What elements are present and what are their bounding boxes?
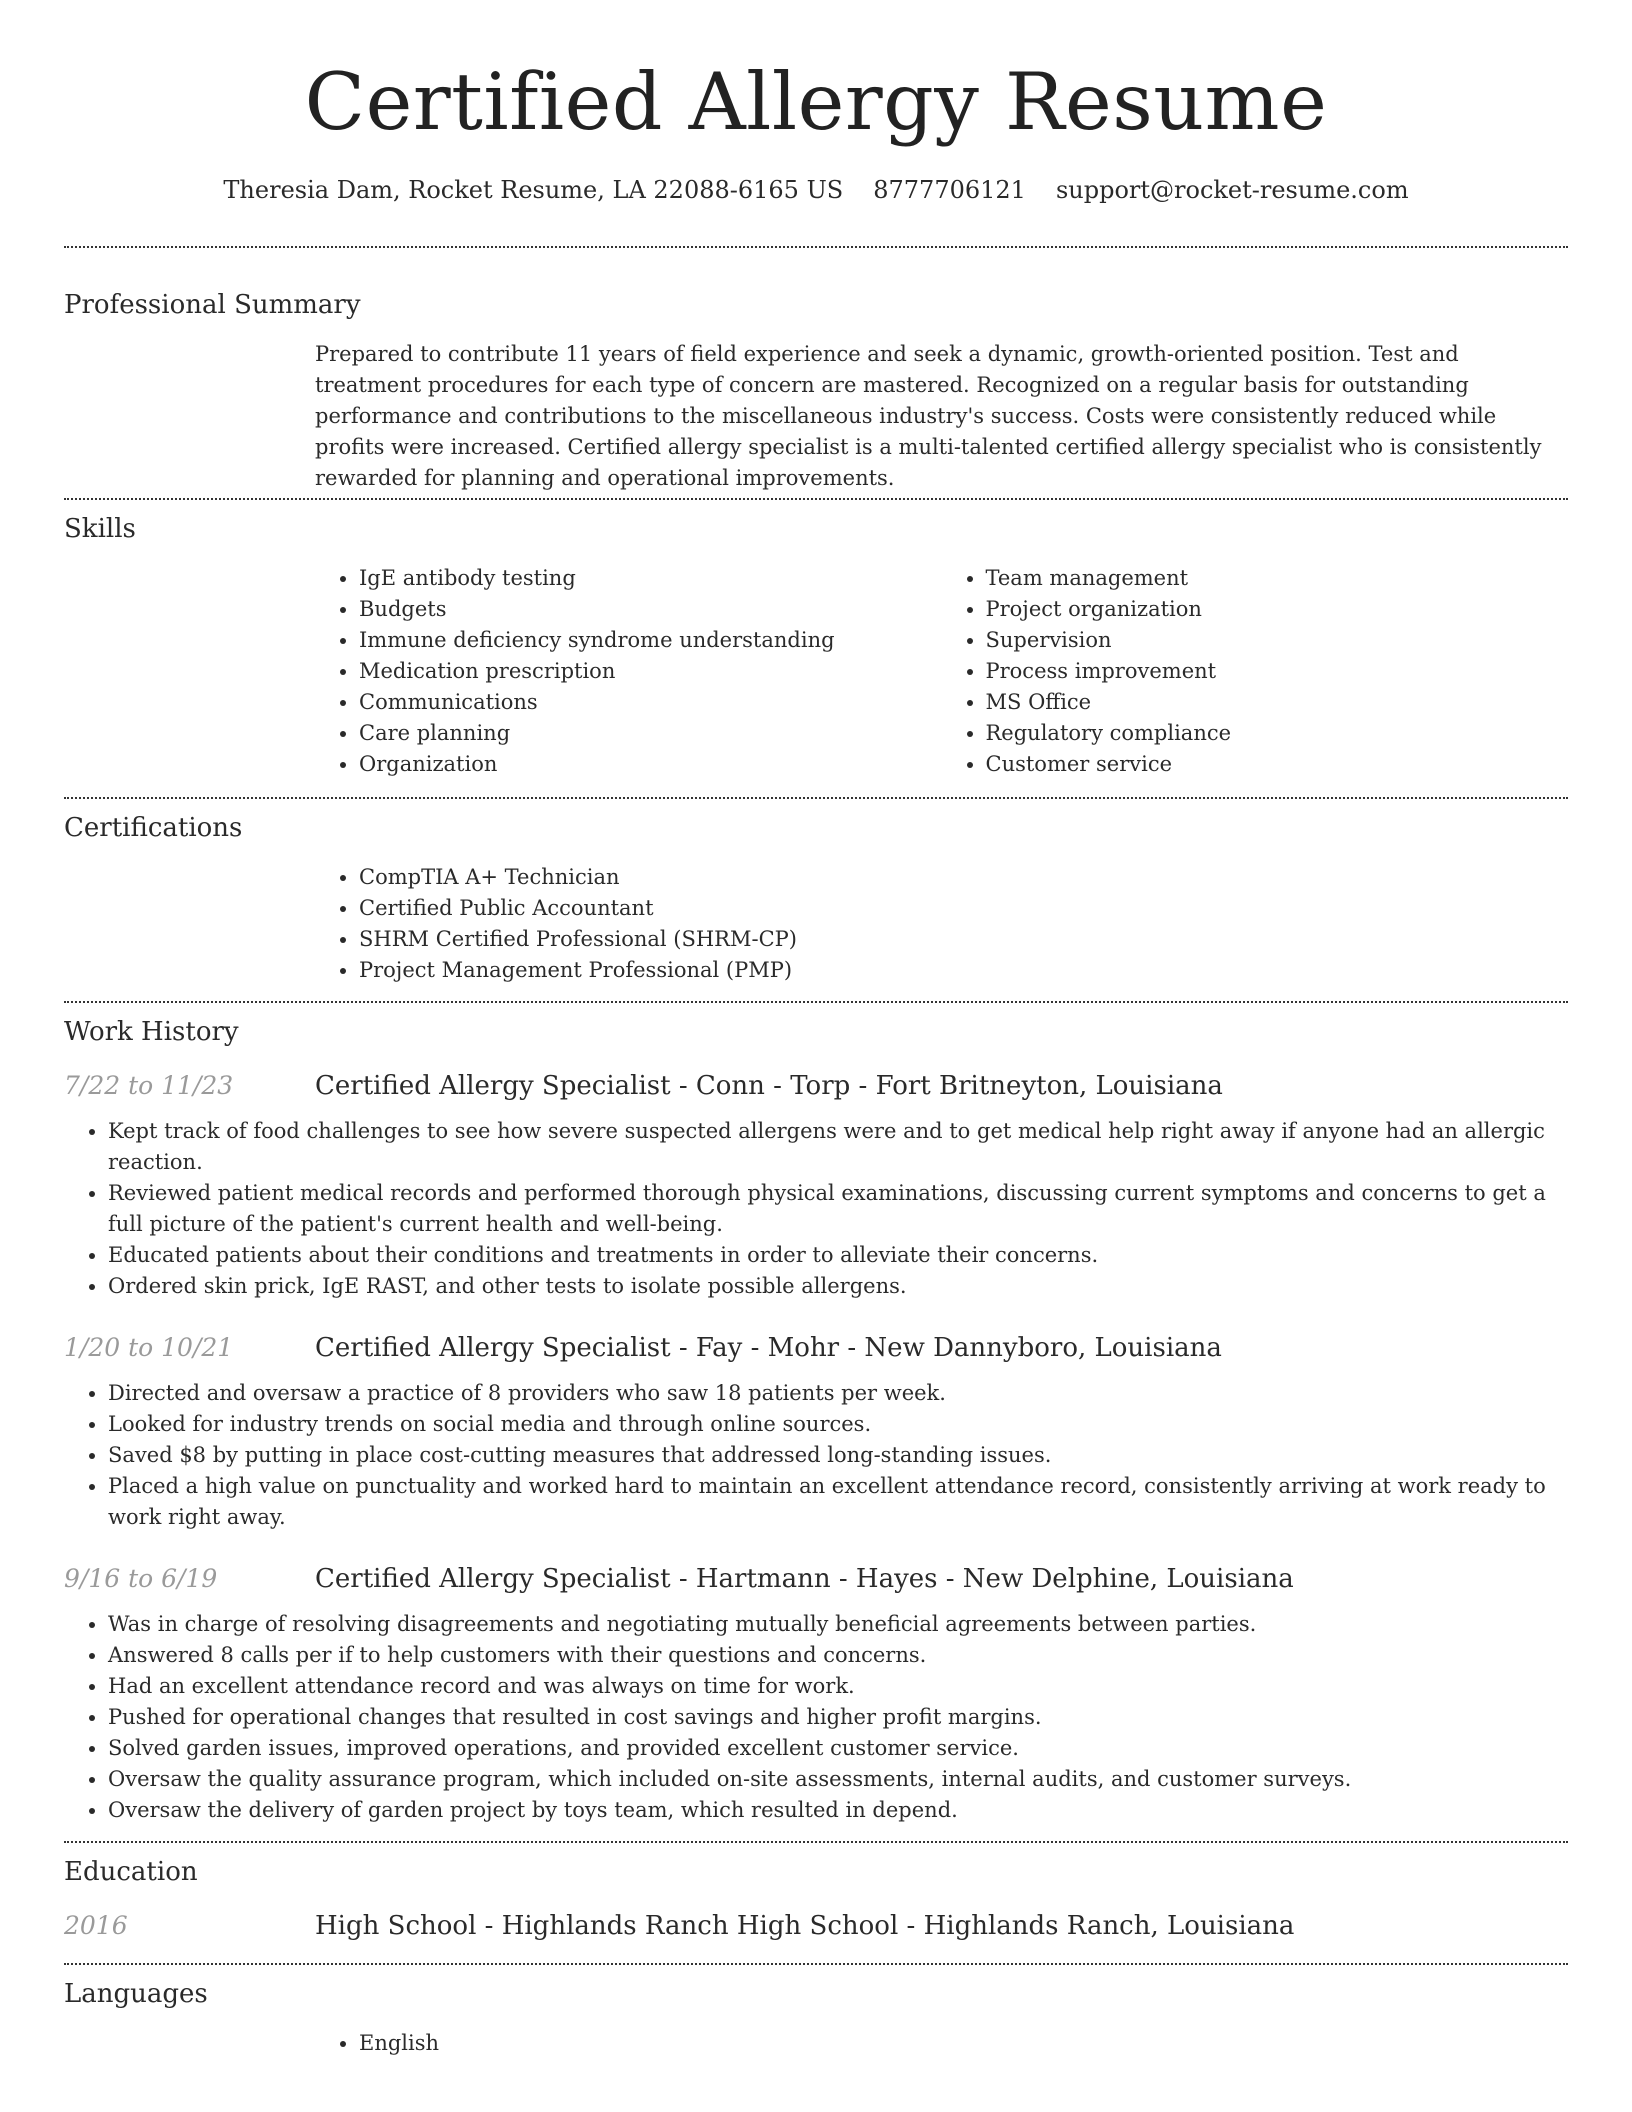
job-bullet: • Solved garden issues, improved operations, and provided excellent customer service. <box>108 1733 1568 1764</box>
contact-address: Theresia Dam, Rocket Resume, LA 22088-6165 US <box>223 176 844 204</box>
job-bullets <box>64 1116 1568 1302</box>
job-title: Certified Allergy Specialist - Hartmann - Hayes - New Delphine, Louisiana <box>315 1564 1294 1594</box>
job-bullets <box>64 1378 1568 1533</box>
job-bullet: • Answered 8 calls per if to help customers with their questions and concerns. <box>108 1640 1568 1671</box>
skills-column-left <box>315 563 942 780</box>
education-entry <box>64 1909 1568 1943</box>
skill-item: • Immune deficiency syndrome understanding <box>359 625 942 656</box>
job-bullet: • Had an excellent attendance record and was always on time for work. <box>108 1671 1568 1702</box>
job-bullet: • Directed and oversaw a practice of 8 providers who saw 18 patients per week. <box>108 1378 1568 1409</box>
skills-column-right <box>942 563 1569 780</box>
skill-item: • Supervision <box>986 625 1569 656</box>
skills-heading: Skills <box>64 514 136 544</box>
divider <box>64 1963 1568 1965</box>
certification-item: • SHRM Certified Professional (SHRM-CP) <box>359 924 1568 955</box>
skill-item: • Process improvement <box>986 656 1569 687</box>
job-entry <box>64 1069 1568 1302</box>
skill-item: • Team management <box>986 563 1569 594</box>
resume-page <box>64 0 1568 2059</box>
certification-item: • CompTIA A+ Technician <box>359 862 1568 893</box>
work-history-heading: Work History <box>64 1017 239 1047</box>
skill-item: • Care planning <box>359 718 942 749</box>
job-entry <box>64 1562 1568 1826</box>
skill-item: • Medication prescription <box>359 656 942 687</box>
language-item: • English <box>359 2028 1568 2059</box>
divider <box>64 1841 1568 1843</box>
contact-line <box>64 174 1568 206</box>
job-bullet: • Oversaw the delivery of garden project by toys team, which resulted in depend. <box>108 1795 1568 1826</box>
job-bullet: • Pushed for operational changes that resulted in cost savings and higher profit margins. <box>108 1702 1568 1733</box>
job-bullet: • Saved $8 by putting in place cost-cutting measures that addressed long-standing issues. <box>108 1440 1568 1471</box>
languages-heading: Languages <box>64 1979 208 2009</box>
summary-text: Prepared to contribute 11 years of field experience and seek a dynamic, growth-oriented position. Test and treatment procedures for each type of concern are mastered. Recognized on a regular basis for outstanding performance and contributions to the miscellaneous industry's success. Costs were consistently reduced while profits were increased. Certified allergy specialist is a multi-talented certified allergy specialist who is consistently rewarded for planning and operational improvements. <box>315 342 1542 490</box>
job-title: Certified Allergy Specialist - Fay - Mohr - New Dannyboro, Louisiana <box>315 1333 1222 1363</box>
education-date: 2016 <box>64 1911 128 1940</box>
job-bullet: • Oversaw the quality assurance program, which included on-site assessments, internal audits, and customer surveys. <box>108 1764 1568 1795</box>
job-date: 1/20 to 10/21 <box>64 1333 234 1362</box>
skill-item: • Organization <box>359 749 942 780</box>
contact-email: support@rocket-resume.com <box>1055 176 1409 204</box>
job-bullets <box>64 1609 1568 1826</box>
divider <box>64 797 1568 799</box>
skill-item: • Communications <box>359 687 942 718</box>
skill-item: • MS Office <box>986 687 1569 718</box>
summary-heading: Professional Summary <box>64 290 361 320</box>
skill-item: • Project organization <box>986 594 1569 625</box>
job-date: 9/16 to 6/19 <box>64 1564 218 1593</box>
certification-item: • Project Management Professional (PMP) <box>359 955 1568 986</box>
job-bullet: • Kept track of food challenges to see how severe suspected allergens were and to get medical help right away if anyone had an allergic reaction. <box>108 1116 1568 1178</box>
job-entry <box>64 1331 1568 1533</box>
skill-item: • Budgets <box>359 594 942 625</box>
skill-item: • Regulatory compliance <box>986 718 1569 749</box>
job-bullet: • Was in charge of resolving disagreements and negotiating mutually beneficial agreements between parties. <box>108 1609 1568 1640</box>
certifications-list <box>315 862 1568 986</box>
job-date: 7/22 to 11/23 <box>64 1071 234 1100</box>
divider <box>64 246 1568 248</box>
skill-item: • Customer service <box>986 749 1569 780</box>
education-title: High School - Highlands Ranch High School - Highlands Ranch, Louisiana <box>315 1911 1295 1941</box>
job-title: Certified Allergy Specialist - Conn - Torp - Fort Britneyton, Louisiana <box>315 1071 1223 1101</box>
languages-list <box>315 2028 1568 2059</box>
certifications-heading: Certifications <box>64 813 243 843</box>
job-bullet: • Placed a high value on punctuality and worked hard to maintain an excellent attendance record, consistently arriving at work ready to work right away. <box>108 1471 1568 1533</box>
contact-phone: 8777706121 <box>873 176 1026 204</box>
resume-title: Certified Allergy Resume <box>304 56 1328 148</box>
job-bullet: • Looked for industry trends on social media and through online sources. <box>108 1409 1568 1440</box>
education-heading: Education <box>64 1857 198 1887</box>
job-bullet: • Reviewed patient medical records and performed thorough physical examinations, discussing current symptoms and concerns to get a full picture of the patient's current health and well-being. <box>108 1178 1568 1240</box>
certification-item: • Certified Public Accountant <box>359 893 1568 924</box>
divider <box>64 1001 1568 1003</box>
job-bullet: • Ordered skin prick, IgE RAST, and other tests to isolate possible allergens. <box>108 1271 1568 1302</box>
skill-item: • IgE antibody testing <box>359 563 942 594</box>
divider <box>64 498 1568 500</box>
job-bullet: • Educated patients about their conditions and treatments in order to alleviate their concerns. <box>108 1240 1568 1271</box>
skills-list <box>315 563 1568 780</box>
